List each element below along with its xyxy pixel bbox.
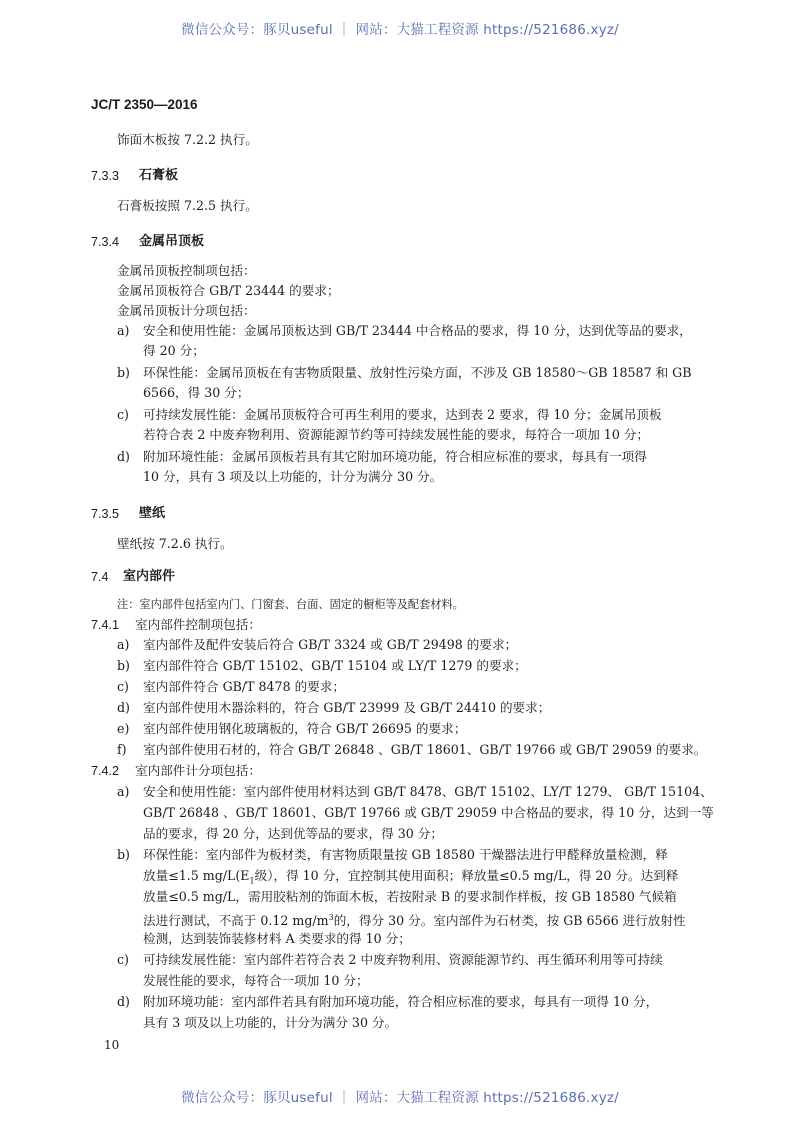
text-line: 检测，达到装饰装修材料 A 类要求的得 10 分； (143, 931, 411, 946)
text-line: 室内部件计分项包括： (135, 763, 261, 778)
watermark-top: 微信公众号：豚贝useful ｜ 网站：大猫工程资源 https://521686.xyz/ (181, 22, 619, 38)
text-span: 的，得分 30 分。室内部件为石材类，按 GB 6566 进行放射性 (333, 913, 686, 929)
section-number: 7.3.3 (91, 169, 120, 183)
text-line: 发展性能的要求，每符合一项加 10 分； (143, 973, 369, 988)
text-span: 级），得 10 分，宜控制其使用面积；释放量≤0.5 mg/L，得 20 分。达到释 (254, 868, 679, 883)
text-line: 得 20 分； (143, 343, 205, 358)
text-line: 室内部件符合 GB/T 15102、GB/T 15104 或 LY/T 1279 的要求； (143, 658, 527, 673)
text-line: 环保性能：室内部件为板材类，有害物质限量按 GB 18580 干燥器法进行甲醛释放量检测，释 (143, 847, 668, 862)
text-line: 可持续发展性能：金属吊顶板符合可再生利用的要求，达到表 2 要求，得 10 分；金属吊顶板 (143, 407, 662, 422)
section-number: 7.4.1 (91, 618, 120, 632)
list-label: c) (117, 407, 129, 422)
section-title: 室内部件 (123, 569, 176, 584)
text-line: 室内部件使用钢化玻璃板的，符合 GB/T 26695 的要求； (143, 721, 467, 736)
section-number: 7.3.4 (91, 235, 120, 249)
section-number: 7.3.5 (91, 507, 120, 521)
section-number: 7.4 (91, 570, 109, 584)
list-label: a) (117, 637, 130, 652)
superscript: 3 (328, 913, 334, 922)
watermark-bottom: 微信公众号：豚贝useful ｜ 网站：大猫工程资源 https://521686.xyz/ (181, 1090, 619, 1106)
text-line: 金属吊顶板控制项包括： (117, 263, 256, 278)
text-line: 室内部件使用木器涂料的，符合 GB/T 23999 及 GB/T 24410 的要求； (143, 700, 551, 715)
text-span: 放量≤1.5 mg/L(E (143, 868, 250, 883)
text-line: 金属吊顶板计分项包括： (117, 303, 256, 318)
text-line: 室内部件使用石材的，符合 GB/T 26848 、GB/T 18601、GB/T 19766 或 GB/T 29059 的要求。 (143, 742, 707, 757)
text-line: 石膏板按照 7.2.5 执行。 (117, 198, 258, 213)
text-line: 若符合表 2 中废弃物利用、资源能源节约等可持续发展性能的要求，每符合一项加 10 分； (143, 427, 650, 442)
text-line (143, 909, 686, 930)
text-line: GB/T 26848 、GB/T 18601、GB/T 19766 或 GB/T 29059 中合格品的要求，得 10 分，达到一等 (143, 805, 714, 820)
list-label: c) (117, 679, 129, 694)
text-line: 品的要求，得 20 分，达到优等品的要求，得 30 分； (143, 826, 443, 841)
text-line: 具有 3 项及以上功能的，计分为满分 30 分。 (143, 1015, 398, 1030)
text-line: 室内部件控制项包括： (135, 617, 261, 632)
text-line: 放量≤0.5 mg/L，需用胶粘剂的饰面木板，若按附录 B 的要求制作样板，按 GB 18580 气候箱 (143, 889, 677, 904)
list-label: d) (117, 994, 130, 1009)
text-line (143, 867, 678, 891)
list-label: b) (117, 365, 130, 380)
section-number: 7.4.2 (91, 764, 120, 778)
page-number: 10 (104, 1038, 120, 1052)
list-label: e) (117, 721, 130, 736)
list-label: d) (117, 449, 130, 464)
section-title: 石膏板 (139, 168, 179, 183)
list-label: c) (117, 952, 129, 967)
text-line: 金属吊顶板符合 GB/T 23444 的要求； (117, 283, 340, 298)
note: 注：室内部件包括室内门、门窗套、台面、固定的橱柜等及配套材料。 (117, 598, 464, 611)
text-line: 安全和使用性能：金属吊顶板达到 GB/T 23444 中合格品的要求，得 10 分，达到优等品的要求， (143, 323, 692, 338)
text-line: 6566，得 30 分； (143, 385, 250, 400)
text-line: 可持续发展性能：室内部件若符合表 2 中废弃物利用、资源能源节约、再生循环利用等可持续 (143, 952, 663, 967)
subscript: 1 (249, 876, 255, 886)
list-label: a) (117, 323, 130, 338)
standard-code: JC/T 2350—2016 (91, 97, 198, 112)
text-line: 饰面木板按 7.2.2 执行。 (117, 132, 258, 147)
text-line: 壁纸按 7.2.6 执行。 (117, 536, 233, 551)
text-line: 附加环境性能：金属吊顶板若具有其它附加环境功能，符合相应标准的要求，每具有一项得 (143, 449, 647, 464)
text-line: 环保性能：金属吊顶板在有害物质限量、放射性污染方面，不涉及 GB 18580～GB 18587 和 GB (143, 365, 692, 380)
section-title: 金属吊顶板 (139, 234, 205, 249)
text-line: 附加环境功能：室内部件若具有附加环境功能，符合相应标准的要求，每具有一项得 10 分， (143, 994, 659, 1009)
text-line: 室内部件符合 GB/T 8478 的要求； (143, 679, 345, 694)
list-label: b) (117, 658, 130, 673)
text-line: 室内部件及配件安装后符合 GB/T 3324 或 GB/T 29498 的要求； (143, 637, 518, 652)
text-span: 法进行测试，不高于 0.12 mg/m (143, 913, 329, 929)
list-label: d) (117, 700, 130, 715)
section-title: 壁纸 (139, 506, 166, 521)
list-label: b) (117, 847, 130, 862)
text-line: 10 分，具有 3 项及以上功能的，计分为满分 30 分。 (143, 469, 443, 484)
text-line: 安全和使用性能：室内部件使用材料达到 GB/T 8478、GB/T 15102、LY/T 1279、 GB/T 15104、 (143, 784, 713, 799)
list-label: f) (117, 742, 127, 757)
list-label: a) (117, 784, 130, 799)
